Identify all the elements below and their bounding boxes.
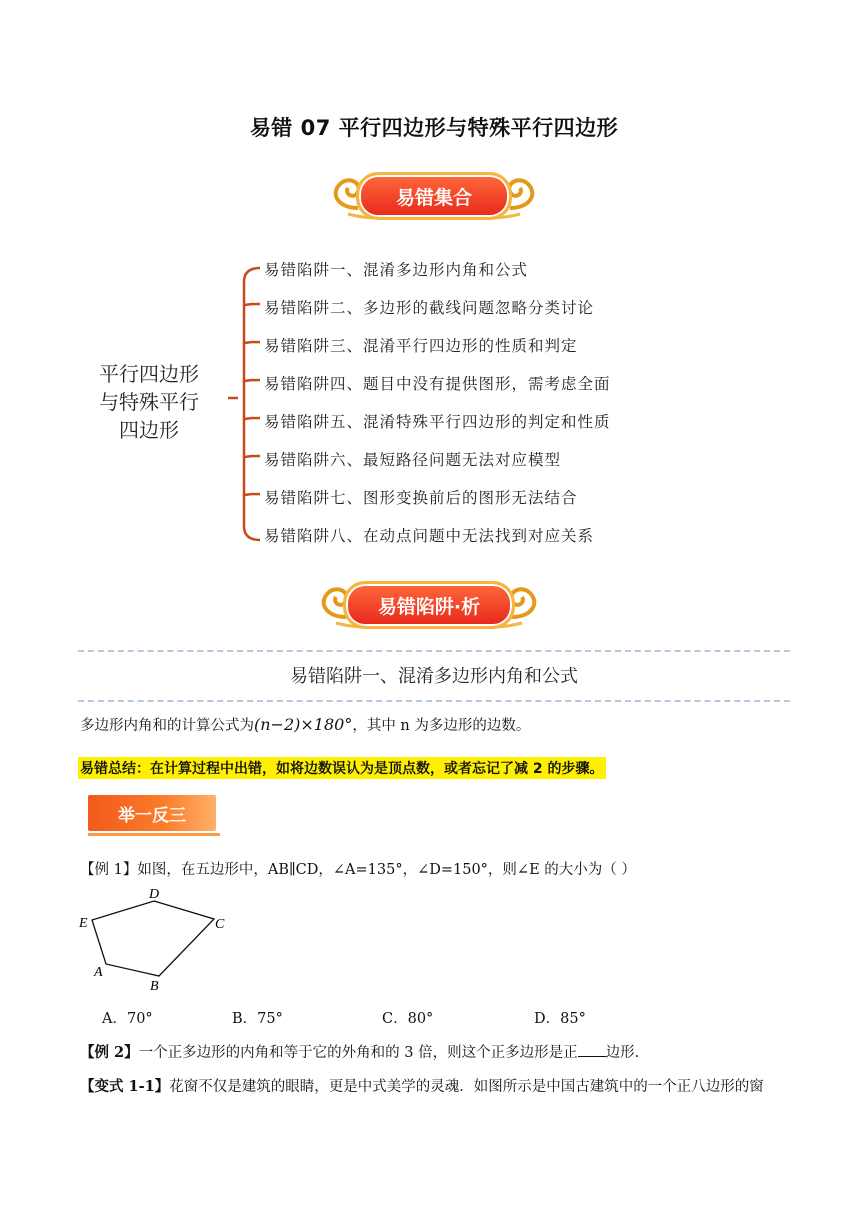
example-label: 【例 2】	[80, 1044, 139, 1061]
topic-line: 与特殊平行	[99, 390, 199, 414]
vertex-label: D	[149, 887, 160, 902]
section-banner-collection	[318, 164, 550, 228]
mindmap-topic	[88, 360, 210, 444]
trap-item: 易错陷阱二、多边形的截线问题忽略分类讨论	[264, 299, 595, 317]
trap-item: 易错陷阱七、图形变换前后的图形无法结合	[264, 489, 578, 507]
formula-prefix: 多边形内角和的计算公式为	[80, 718, 254, 734]
option-d: D．85°	[534, 1011, 586, 1027]
option-b: B．75°	[232, 1011, 283, 1027]
mindmap-bracket	[222, 256, 262, 556]
example-text-end: 边形.	[605, 1045, 640, 1061]
example-1	[80, 858, 636, 879]
divider	[78, 650, 790, 652]
example-label: 【例 1】	[80, 862, 138, 878]
vertex-label: E	[79, 916, 88, 931]
pentagon-figure	[74, 882, 244, 994]
trap-item: 易错陷阱六、最短路径问题无法对应模型	[264, 451, 562, 469]
answer-blank	[578, 1056, 606, 1057]
example-2	[80, 1041, 639, 1062]
trap-item: 易错陷阱一、混淆多边形内角和公式	[264, 261, 529, 279]
practice-tab-label: 举一反三	[118, 805, 186, 826]
document-title: 易错 07 平行四边形与特殊平行四边形	[249, 116, 619, 140]
vertex-label: B	[150, 979, 159, 994]
variant-1-1	[80, 1075, 764, 1096]
divider	[78, 700, 790, 702]
topic-line: 四边形	[119, 418, 179, 442]
error-summary: 易错总结：在计算过程中出错，如将边数误认为是顶点数，或者忘记了减 2 的步骤。	[78, 757, 606, 779]
option-c: C．80°	[382, 1011, 434, 1027]
variant-text: 花窗不仅是建筑的眼睛，更是中式美学的灵魂．如图所示是中国古建筑中的一个正八边形的窗	[169, 1079, 764, 1095]
example-text: 一个正多边形的内角和等于它的外角和的 3 倍，则这个正多边形是正	[138, 1045, 578, 1061]
trap-item: 易错陷阱四、题目中没有提供图形，需考虑全面	[264, 375, 611, 393]
formula-paragraph	[80, 714, 530, 735]
variant-label: 【变式 1-1】	[80, 1078, 170, 1095]
vertex-label: C	[215, 917, 225, 932]
banner-label: 易错集合	[356, 172, 512, 220]
topic-line: 平行四边形	[99, 362, 199, 386]
vertex-label: A	[94, 965, 103, 980]
example-text: 如图，在五边形中，AB∥CD，∠A=135°，∠D=150°，则∠E 的大小为（ ）	[137, 862, 636, 878]
banner-label: 易错陷阱·析	[343, 581, 515, 629]
formula-suffix: ，其中 n 为多边形的边数。	[352, 718, 531, 734]
option-a: A．70°	[102, 1011, 153, 1027]
section-banner-analysis	[306, 573, 552, 637]
trap-item: 易错陷阱八、在动点问题中无法找到对应关系	[264, 527, 595, 545]
trap-item: 易错陷阱五、混淆特殊平行四边形的判定和性质	[264, 413, 611, 431]
practice-tab	[88, 795, 220, 837]
trap-item: 易错陷阱三、混淆平行四边形的性质和判定	[264, 337, 578, 355]
formula-expression: (n−2)×180°	[254, 715, 353, 734]
section-title: 易错陷阱一、混淆多边形内角和公式	[290, 666, 578, 687]
